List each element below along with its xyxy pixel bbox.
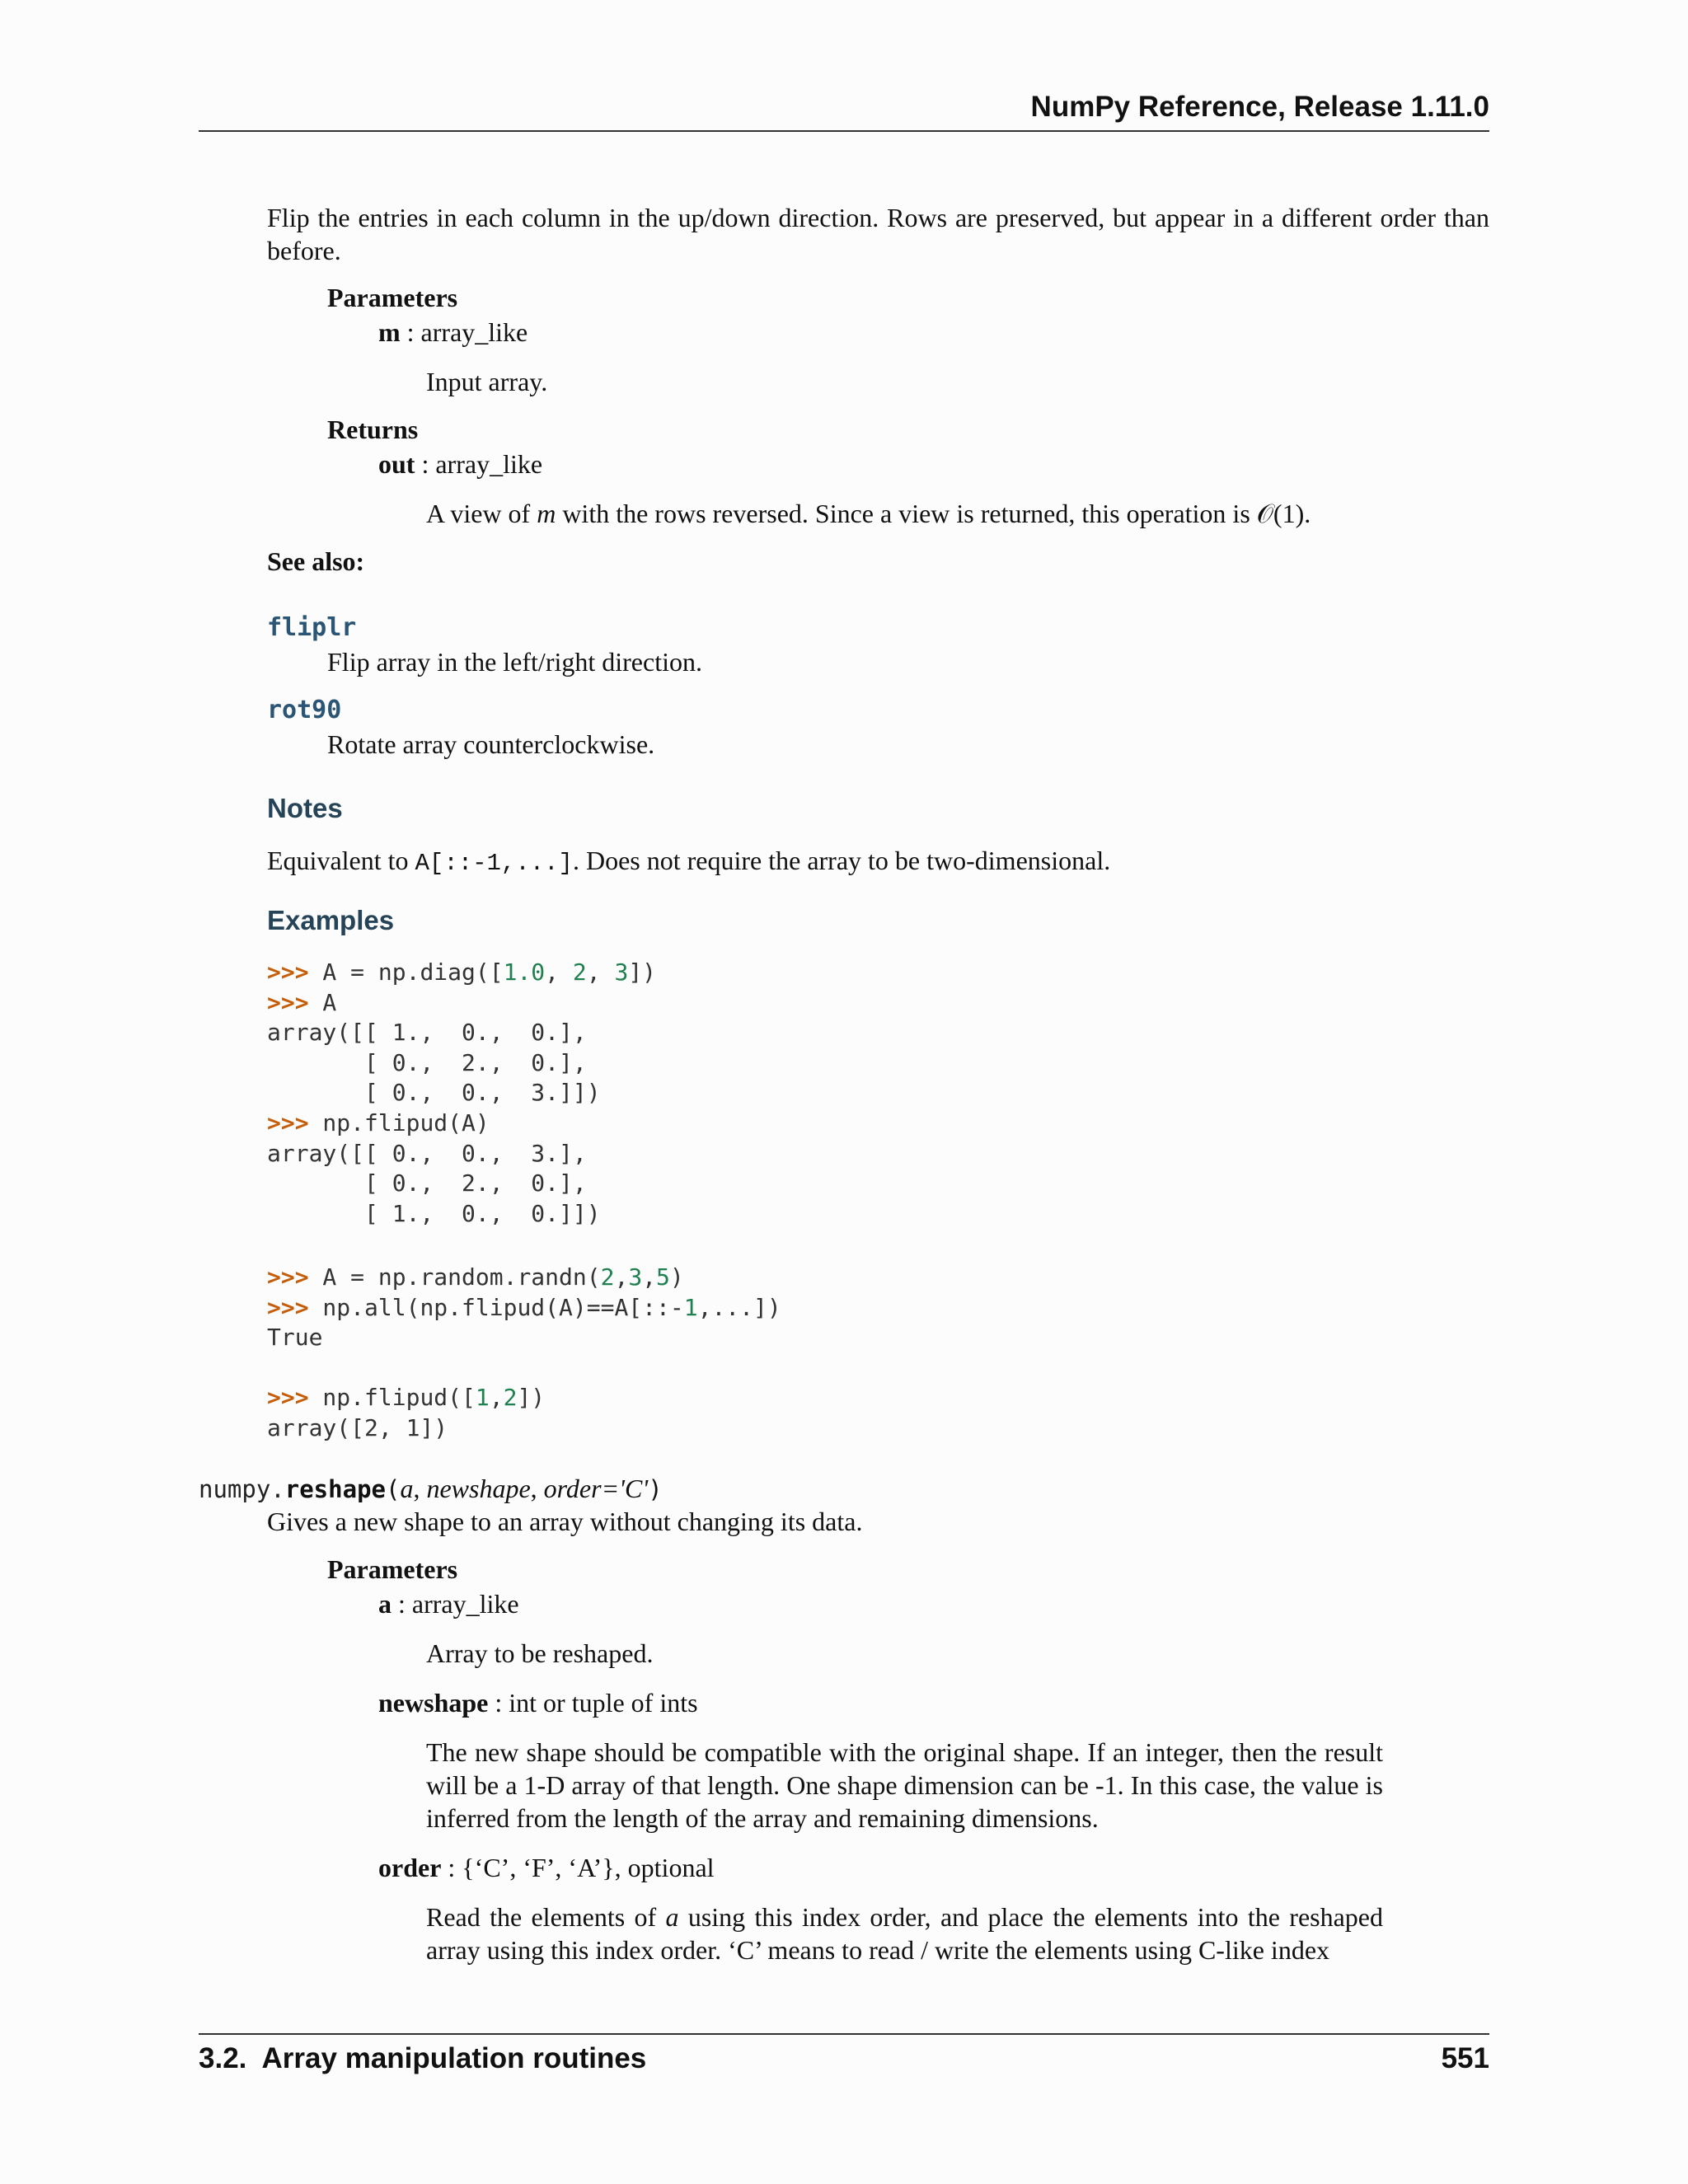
notes-inline-code: A[::-1,...] (415, 850, 573, 877)
see-also-desc-rot90: Rotate array counterclockwise. (327, 729, 655, 759)
parameters-label: Parameters (327, 283, 458, 312)
reshape-param-newshape-desc: The new shape should be compatible with the original shape. If an integer, then the result will be a 1-D array of that length. One shape dimension can be -1. In this case, the value is inferred from the length of the array and remaining dimensions. (426, 1737, 1383, 1833)
notes-heading: Notes (267, 793, 343, 823)
param-m-name: m (378, 317, 401, 347)
param-a-type: : array_like (392, 1589, 519, 1619)
notes-part: Equivalent to (267, 846, 415, 875)
footer-section-title: 3.2. Array manipulation routines (199, 2042, 647, 2074)
return-out (378, 448, 542, 480)
signature-paren: ) (648, 1475, 663, 1503)
reshape-param-a-desc: Array to be reshaped. (426, 1638, 654, 1668)
signature-arg-a: a (400, 1474, 414, 1503)
code-example-1: >>> A = np.diag([1.0, 2, 3]) >>> A array([[ 1., 0., 0.], [ 0., 2., 0.], [ 0., 0., 3.]]) >>> np.flipud(A) array([[ 0., 0., 3.], [ 0., 2., 0.], [ 1., 0., 0.]]) (267, 958, 657, 1227)
return-desc-m: m (537, 499, 556, 528)
running-header: NumPy Reference, Release 1.11.0 (1030, 91, 1489, 123)
param-m (378, 316, 528, 349)
see-also-link-rot90[interactable]: rot90 (267, 696, 342, 724)
see-also-link-fliplr[interactable]: fliplr (267, 613, 357, 642)
return-out-desc (426, 497, 1311, 530)
signature-paren: ( (385, 1475, 401, 1503)
examples-heading: Examples (267, 905, 395, 935)
big-o-notation: 𝒪(1) (1256, 499, 1305, 528)
reshape-parameters-label: Parameters (327, 1554, 458, 1584)
signature-module: numpy. (199, 1475, 285, 1503)
order-desc-a: a (665, 1902, 679, 1932)
order-desc-part: using this index order, and place the elements into the reshaped array using this index order. ‘C’ means to read / write the elements using C-like index (426, 1902, 1384, 1965)
code-example-2: >>> A = np.random.randn(2,3,5) >>> np.all(np.flipud(A)==A[::-1,...]) True (267, 1263, 781, 1352)
signature-function-name: reshape (284, 1475, 386, 1503)
order-desc-part: Read the elements of (426, 1902, 666, 1932)
param-newshape-type: : int or tuple of ints (488, 1688, 698, 1718)
code-example-3: >>> np.flipud([1,2]) array([2, 1]) (267, 1384, 546, 1441)
flipud-intro: Flip the entries in each column in the up/down direction. Rows are preserved, but appear in a different order than before. (267, 203, 1489, 265)
signature-sep: , (413, 1474, 427, 1503)
return-desc-part: with the rows reversed. Since a view is returned, this operation is (556, 499, 1257, 528)
signature-sep: , (530, 1474, 544, 1503)
return-out-type: : array_like (415, 449, 543, 479)
param-m-desc: Input array. (426, 367, 548, 396)
reshape-param-newshape (378, 1686, 698, 1719)
return-out-name: out (378, 449, 415, 479)
param-a-name: a (378, 1589, 392, 1619)
reshape-summary: Gives a new shape to an array without changing its data. (267, 1507, 863, 1536)
header-rule (199, 130, 1489, 132)
param-order-type: : {‘C’, ‘F’, ‘A’}, optional (441, 1853, 715, 1882)
returns-label: Returns (327, 415, 419, 444)
notes-text (267, 844, 1110, 880)
return-desc-part: . (1304, 499, 1311, 528)
reshape-param-order (378, 1851, 715, 1884)
see-also-label: See also: (267, 546, 365, 576)
reshape-signature (199, 1472, 663, 1506)
page-number: 551 (1441, 2042, 1489, 2074)
signature-arg-newshape: newshape (426, 1474, 531, 1503)
param-newshape-name: newshape (378, 1688, 489, 1718)
signature-arg-order: order='C' (543, 1474, 649, 1503)
reshape-param-a (378, 1587, 519, 1620)
notes-part: . Does not require the array to be two-dimensional. (572, 846, 1111, 875)
footer-rule (199, 2033, 1489, 2035)
see-also-desc-fliplr: Flip array in the left/right direction. (327, 647, 702, 677)
param-m-type: : array_like (400, 317, 528, 347)
reshape-param-order-desc (426, 1900, 1383, 1966)
param-order-name: order (378, 1853, 442, 1882)
return-desc-part: A view of (426, 499, 537, 528)
